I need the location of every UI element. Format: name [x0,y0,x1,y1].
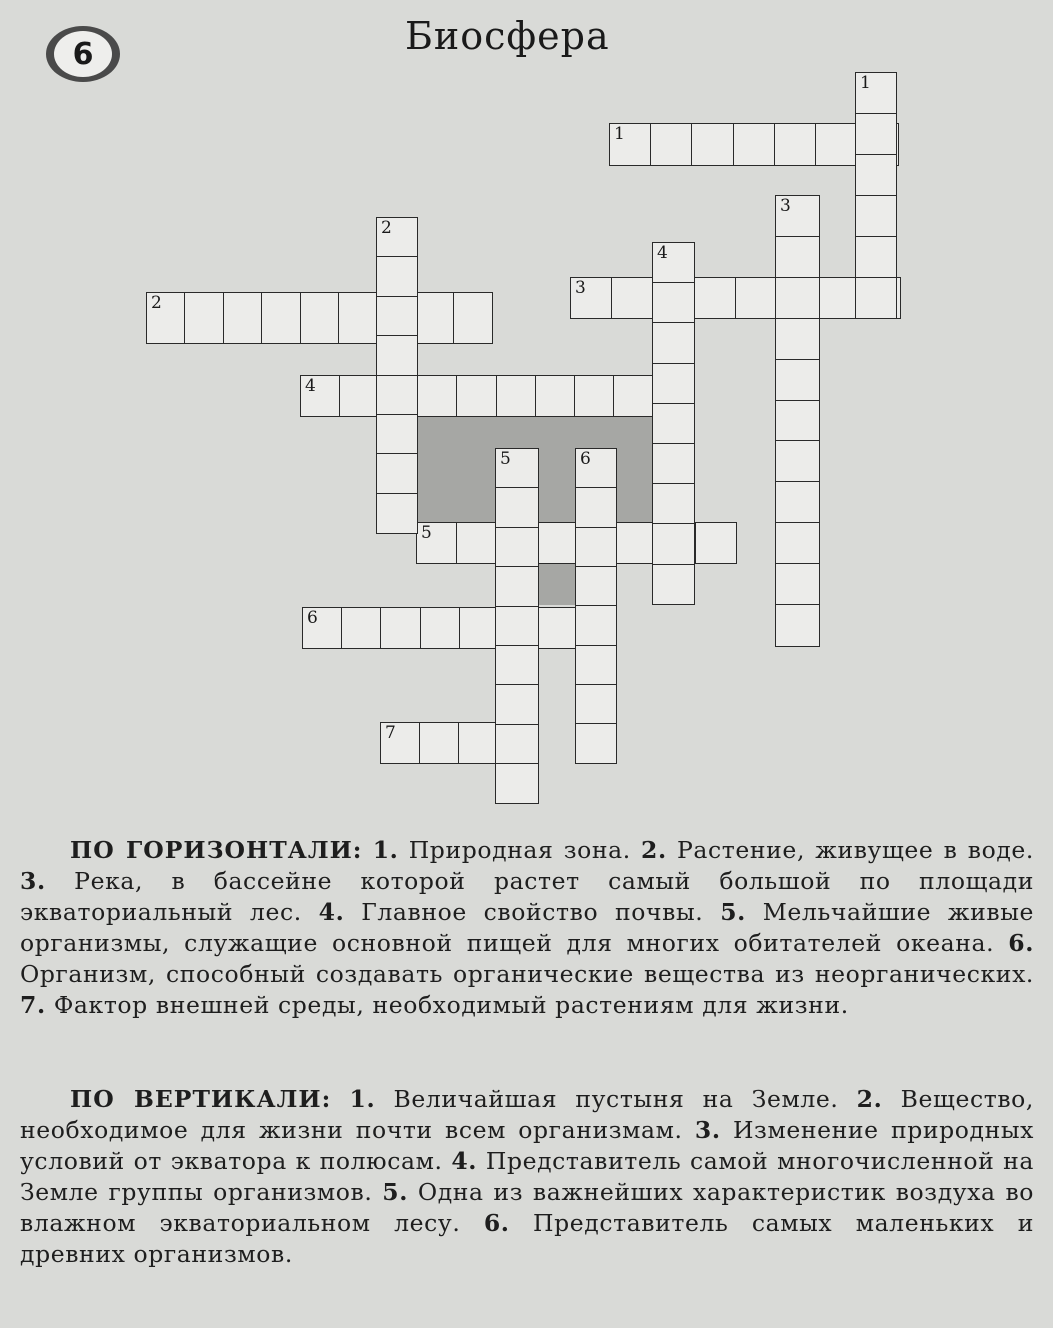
crossword-cell[interactable] [775,522,820,565]
horizontal-clue-text: Растение, живущее в воде. [677,836,1034,864]
down-word-number: 5 [500,449,511,469]
crossword-cell[interactable] [652,483,695,525]
vertical-clue-text: Одна из важнейших характеристик воздуха во влажном экваториальном лесу. [20,1178,1035,1237]
crossword-cell[interactable] [855,195,897,238]
crossword-cell[interactable] [302,607,343,649]
crossword-cell[interactable] [609,123,652,166]
crossword-cell[interactable] [735,277,778,319]
crossword-cell[interactable] [380,722,421,764]
crossword-cell[interactable] [817,277,860,319]
crossword-cell[interactable] [300,375,341,417]
crossword-cell[interactable] [774,123,817,166]
crossword-cell[interactable] [733,123,776,166]
clues-vertical [20,1084,1034,1270]
crossword-cell[interactable] [855,113,897,156]
crossword-cell[interactable] [376,335,418,376]
horizontal-clue-number: 2. [641,836,667,864]
clues-vertical-heading: ПО ВЕРТИКАЛИ: [70,1085,332,1113]
vertical-clue-text: Вещество, необходимое для жизни почти всем организмам. [20,1085,1034,1144]
crossword-cell[interactable] [775,318,820,361]
crossword-cell[interactable] [652,322,695,364]
crossword-cell[interactable] [575,605,617,646]
horizontal-clue-text: Река, в бассейне которой растет самый большой по площади экваториальный лес. [20,867,1034,926]
vertical-clue-number: 3. [694,1116,721,1144]
crossword-cell[interactable] [341,607,382,649]
crossword-cell[interactable] [376,453,418,494]
badge-number: 6 [54,31,112,77]
vertical-clue-number: 6. [483,1209,510,1237]
vertical-clue-number: 4. [451,1147,478,1175]
shaded-area [535,563,575,605]
crossword-cell[interactable] [495,606,539,647]
crossword-cell[interactable] [184,292,224,344]
crossword-cell[interactable] [775,277,820,320]
horizontal-clue-text: Организм, способный создавать органические вещества из неорганических. [20,960,1034,988]
crossword-cell[interactable] [495,645,539,686]
across-word-number: 5 [421,523,432,543]
crossword-cell[interactable] [652,242,695,284]
horizontal-clue-number: 6. [1008,929,1034,957]
horizontal-clue-text: Мельчайшие живые организмы, служащие основной пищей для многих обитателей океана. [20,898,1035,957]
crossword-cell[interactable] [855,72,897,115]
crossword-cell[interactable] [652,282,695,324]
crossword-cell[interactable] [419,722,460,764]
crossword-cell[interactable] [417,375,458,417]
crossword-cell[interactable] [575,684,617,725]
vertical-clue-text: Величайшая пустыня на Земле. [393,1085,839,1113]
crossword-cell[interactable] [815,123,858,166]
crossword-cell[interactable] [495,724,539,765]
vertical-clue-text: Изменение природных условий от экватора к полюсам. [20,1116,1034,1175]
vertical-clue-number: 1. [349,1085,376,1113]
crossword-cell[interactable] [574,375,615,417]
crossword-cell[interactable] [495,684,539,725]
down-word-number: 1 [860,73,871,93]
across-word-number: 4 [305,376,316,396]
crossword-cell[interactable] [652,403,695,445]
crossword-cell[interactable] [775,481,820,524]
crossword-cell[interactable] [575,487,617,528]
clues-horizontal-heading: ПО ГОРИЗОНТАЛИ: [70,836,363,864]
crossword-cell[interactable] [415,292,455,344]
crossword-cell[interactable] [575,566,617,607]
crossword-cell[interactable] [652,363,695,405]
crossword-cell[interactable] [300,292,340,344]
across-word-number: 1 [614,124,625,144]
crossword-cell[interactable] [652,443,695,485]
page-title: Биосфера [405,14,610,58]
crossword-cell[interactable] [616,522,658,564]
horizontal-clue-text: Главное свойство почвы. [361,898,704,926]
crossword-cell[interactable] [376,493,418,534]
crossword-cell[interactable] [650,123,693,166]
down-word-number: 6 [580,449,591,469]
crossword-cell[interactable] [570,277,613,319]
crossword-cell[interactable] [456,522,498,564]
vertical-clue-number: 5. [382,1178,409,1206]
vertical-clue-text: Представитель самых маленьких и древних организмов. [20,1209,1034,1268]
crossword-cell[interactable] [575,527,617,568]
crossword-cell[interactable] [575,723,617,764]
crossword-cell[interactable] [775,604,820,647]
crossword-cell[interactable] [456,375,497,417]
crossword-cell[interactable] [261,292,301,344]
crossword-cell[interactable] [458,722,499,764]
crossword-cell[interactable] [535,375,576,417]
crossword-cell[interactable] [575,645,617,686]
crossword-cell[interactable] [694,277,737,319]
crossword-cell[interactable] [652,523,695,565]
crossword-cell[interactable] [380,607,421,649]
crossword-cell[interactable] [376,296,418,337]
crossword-cell[interactable] [376,414,418,455]
crossword-cell[interactable] [495,763,539,804]
clues-horizontal [20,835,1034,1021]
horizontal-clue-text: Фактор внешней среды, необходимый растениям для жизни. [53,991,849,1019]
horizontal-clue-number: 4. [318,898,345,926]
crossword-cell[interactable] [775,236,820,279]
crossword-cell[interactable] [338,292,378,344]
horizontal-clue-number: 7. [20,991,46,1019]
crossword-cell[interactable] [495,566,539,607]
down-word-number: 3 [780,196,791,216]
crossword-cell[interactable] [376,217,418,258]
vertical-clue-text: Представитель самой многочисленной на Земле группы организмов. [20,1147,1035,1206]
crossword-cell[interactable] [376,375,418,416]
crossword-cell[interactable] [495,527,539,568]
across-word-number: 3 [575,278,586,298]
down-word-number: 2 [381,218,392,238]
crossword-cell[interactable] [420,607,461,649]
across-word-number: 2 [151,293,162,313]
crossword-cell[interactable] [575,448,617,489]
crossword-cell[interactable] [146,292,186,344]
crossword-cell[interactable] [695,522,737,564]
horizontal-clue-text: Природная зона. [408,836,631,864]
crossword-cell[interactable] [536,522,578,564]
horizontal-clue-number: 5. [720,898,746,926]
crossword-cell[interactable] [775,440,820,483]
crossword-cell[interactable] [495,487,539,528]
horizontal-clue-number: 3. [20,867,46,895]
crossword-cell[interactable] [537,607,578,649]
across-word-number: 6 [307,608,318,628]
horizontal-clue-number: 1. [372,836,399,864]
crossword-cell[interactable] [613,375,654,417]
crossword-cell[interactable] [775,563,820,606]
crossword-cell[interactable] [775,195,820,238]
crossword-cell[interactable] [376,256,418,297]
crossword-cell[interactable] [855,154,897,197]
across-word-number: 7 [385,723,396,743]
vertical-clue-number: 2. [856,1085,883,1113]
down-word-number: 4 [657,243,668,263]
crossword-cell[interactable] [495,448,539,489]
crossword-cell[interactable] [223,292,263,344]
crossword-cell[interactable] [691,123,734,166]
crossword-cell[interactable] [459,607,500,649]
crossword-cell[interactable] [775,359,820,402]
crossword-cell[interactable] [496,375,537,417]
crossword-cell[interactable] [855,236,897,279]
crossword-cell[interactable] [416,522,458,564]
crossword-cell[interactable] [339,375,380,417]
crossword-cell[interactable] [855,277,897,320]
crossword-cell[interactable] [611,277,654,319]
crossword-cell[interactable] [775,400,820,443]
crossword-cell[interactable] [652,564,695,606]
crossword-cell[interactable] [453,292,493,344]
